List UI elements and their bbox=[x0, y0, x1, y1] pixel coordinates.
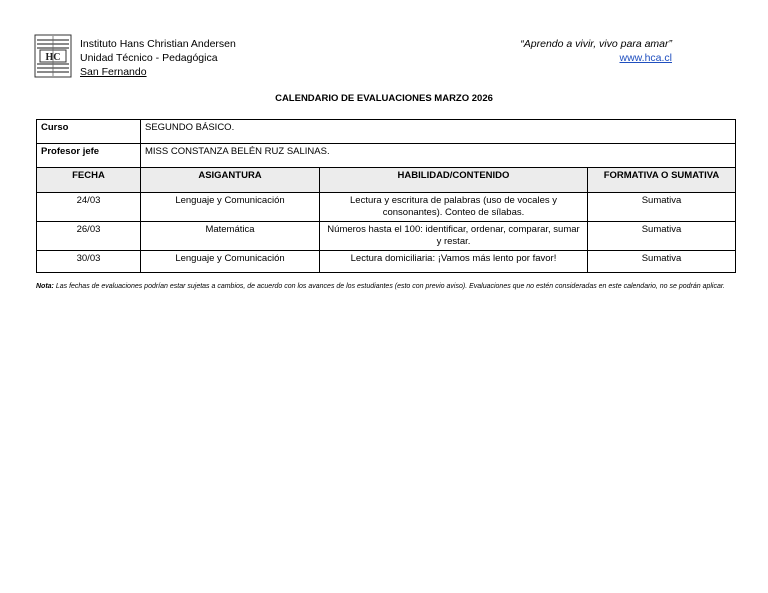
table-row bbox=[37, 222, 736, 251]
cell-asignatura: Lenguaje y Comunicación bbox=[141, 251, 320, 273]
website-link[interactable]: www.hca.cl bbox=[619, 52, 672, 64]
city-name: San Fernando bbox=[80, 66, 147, 78]
cell-tipo: Sumativa bbox=[588, 222, 736, 251]
cell-asignatura: Lenguaje y Comunicación bbox=[141, 193, 320, 222]
curso-value: SEGUNDO BÁSICO. bbox=[141, 120, 736, 144]
cell-asignatura: Matemática bbox=[141, 222, 320, 251]
motto-text: “Aprendo a vivir, vivo para amar” bbox=[520, 38, 672, 50]
cell-tipo: Sumativa bbox=[588, 193, 736, 222]
profesor-label: Profesor jefe bbox=[37, 144, 141, 168]
page-title: CALENDARIO DE EVALUACIONES MARZO 2026 bbox=[275, 93, 493, 104]
cell-fecha: 26/03 bbox=[37, 222, 141, 251]
table-row bbox=[37, 251, 736, 273]
institution-block bbox=[80, 37, 236, 79]
evaluation-table bbox=[36, 119, 736, 273]
hca-crest-icon bbox=[34, 34, 72, 78]
cell-contenido: Lectura y escritura de palabras (uso de vocales y consonantes). Conteo de sílabas. bbox=[320, 193, 588, 222]
column-header-tipo: FORMATIVA O SUMATIVA bbox=[588, 168, 736, 193]
unit-name: Unidad Técnico - Pedagógica bbox=[80, 52, 218, 64]
footnote-text: Las fechas de evaluaciones podrían estar sujetas a cambios, de acuerdo con los avances de los estudiantes (esto con previo aviso). Evaluaciones que no estén consideradas en este calendario, no se podrán aplicar. bbox=[53, 283, 725, 290]
cell-contenido: Números hasta el 100: identificar, ordenar, comparar, sumar y restar. bbox=[320, 222, 588, 251]
table-header-row bbox=[37, 168, 736, 193]
cell-contenido: Lectura domiciliaria: ¡Vamos más lento por favor! bbox=[320, 251, 588, 273]
footnote-label: Nota: bbox=[36, 283, 54, 290]
column-header-fecha: FECHA bbox=[37, 168, 141, 193]
profesor-row bbox=[37, 144, 736, 168]
profesor-value: MISS CONSTANZA BELÉN RUZ SALINAS. bbox=[141, 144, 736, 168]
institution-name: Instituto Hans Christian Andersen bbox=[80, 38, 236, 50]
curso-row bbox=[37, 120, 736, 144]
motto-block bbox=[520, 37, 672, 65]
column-header-contenido: HABILIDAD/CONTENIDO bbox=[320, 168, 588, 193]
footnote bbox=[36, 282, 740, 292]
cell-fecha: 30/03 bbox=[37, 251, 141, 273]
column-header-asignatura: ASIGANTURA bbox=[141, 168, 320, 193]
svg-text:HC: HC bbox=[45, 52, 61, 63]
cell-tipo: Sumativa bbox=[588, 251, 736, 273]
cell-fecha: 24/03 bbox=[37, 193, 141, 222]
curso-label: Curso bbox=[37, 120, 141, 144]
table-row bbox=[37, 193, 736, 222]
